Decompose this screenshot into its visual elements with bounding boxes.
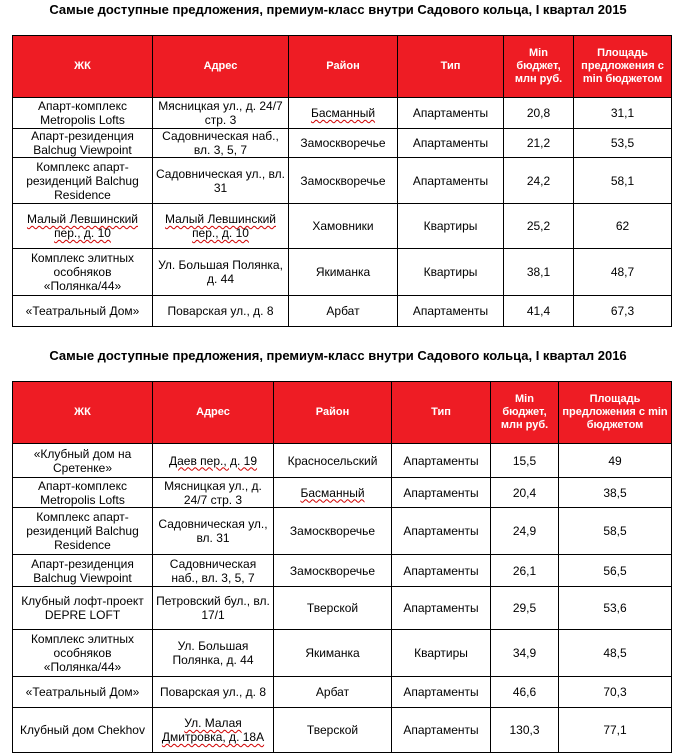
district-cell: Басманный <box>289 98 398 129</box>
min-budget-cell: 26,1 <box>491 555 559 587</box>
complex-cell: Комплекс апарт-резиденций Balchug Residence <box>13 508 153 555</box>
address-cell: Ул. Большая Полянка, д. 44 <box>153 630 274 677</box>
table-row <box>13 587 672 630</box>
complex-cell: Клубный дом Chekhov <box>13 708 153 753</box>
address-cell: Даев пер., д. 19 <box>153 444 274 478</box>
table-row <box>13 478 672 508</box>
address-cell: Поварская ул., д. 8 <box>153 296 289 327</box>
area-cell: 49 <box>559 444 672 478</box>
address-cell: Садовническая наб., вл. 3, 5, 7 <box>153 555 274 587</box>
type-cell: Апартаменты <box>398 158 504 204</box>
table-2016 <box>12 381 672 753</box>
table-row <box>13 158 672 204</box>
district-cell: Арбат <box>274 677 392 708</box>
address-cell: Петровский бул., вл. 17/1 <box>153 587 274 630</box>
type-cell: Апартаменты <box>392 444 491 478</box>
type-cell: Квартиры <box>392 630 491 677</box>
table-row <box>13 677 672 708</box>
complex-cell: «Театральный Дом» <box>13 677 153 708</box>
header-area: Площадь предложения с min бюджетом <box>559 382 672 444</box>
min-budget-cell: 25,2 <box>504 204 574 249</box>
address-cell: Садовническая наб., вл. 3, 5, 7 <box>153 129 289 158</box>
table-row <box>13 204 672 249</box>
area-cell: 48,5 <box>559 630 672 677</box>
min-budget-cell: 20,4 <box>491 478 559 508</box>
table-header-row <box>13 382 672 444</box>
area-cell: 70,3 <box>559 677 672 708</box>
table-row <box>13 98 672 129</box>
address-cell: Ул. Малая Дмитровка, д. 18А <box>153 708 274 753</box>
area-cell: 58,5 <box>559 508 672 555</box>
district-cell: Замоскворечье <box>274 555 392 587</box>
address-cell: Садовническая ул., вл. 31 <box>153 158 289 204</box>
table-row <box>13 508 672 555</box>
district-cell: Замоскворечье <box>274 508 392 555</box>
district-cell: Тверской <box>274 587 392 630</box>
type-cell: Апартаменты <box>392 677 491 708</box>
area-cell: 58,1 <box>574 158 672 204</box>
complex-cell: Комплекс апарт-резиденций Balchug Residence <box>13 158 153 204</box>
type-cell: Апартаменты <box>398 296 504 327</box>
header-min-budget: Min бюджет, млн руб. <box>504 36 574 98</box>
complex-cell: Клубный лофт-проект DEPRE LOFT <box>13 587 153 630</box>
header-address: Адрес <box>153 382 274 444</box>
table-row <box>13 555 672 587</box>
address-cell: Садовническая ул., вл. 31 <box>153 508 274 555</box>
table-row <box>13 708 672 753</box>
area-cell: 53,5 <box>574 129 672 158</box>
type-cell: Апартаменты <box>392 587 491 630</box>
complex-cell: Малый Левшинский пер., д. 10 <box>13 204 153 249</box>
table-row <box>13 630 672 677</box>
address-cell: Мясницкая ул., д. 24/7 стр. 3 <box>153 98 289 129</box>
min-budget-cell: 15,5 <box>491 444 559 478</box>
type-cell: Апартаменты <box>398 98 504 129</box>
address-cell: Малый Левшинский пер., д. 10 <box>153 204 289 249</box>
min-budget-cell: 41,4 <box>504 296 574 327</box>
header-min-budget: Min бюджет, млн руб. <box>491 382 559 444</box>
district-cell: Якиманка <box>289 249 398 296</box>
type-cell: Апартаменты <box>392 508 491 555</box>
min-budget-cell: 24,9 <box>491 508 559 555</box>
header-type: Тип <box>398 36 504 98</box>
table-row <box>13 129 672 158</box>
area-cell: 77,1 <box>559 708 672 753</box>
header-type: Тип <box>392 382 491 444</box>
district-cell: Замоскворечье <box>289 158 398 204</box>
district-cell: Басманный <box>274 478 392 508</box>
table1-title: Самые доступные предложения, премиум-класс внутри Садового кольца, I квартал 2015 <box>49 2 627 17</box>
table-row <box>13 444 672 478</box>
area-cell: 31,1 <box>574 98 672 129</box>
header-complex: ЖК <box>13 382 153 444</box>
district-cell: Замоскворечье <box>289 129 398 158</box>
type-cell: Апартаменты <box>392 708 491 753</box>
header-address: Адрес <box>153 36 289 98</box>
min-budget-cell: 21,2 <box>504 129 574 158</box>
min-budget-cell: 20,8 <box>504 98 574 129</box>
complex-cell: Апарт-резиденция Balchug Viewpoint <box>13 555 153 587</box>
type-cell: Апартаменты <box>398 129 504 158</box>
district-cell: Тверской <box>274 708 392 753</box>
address-cell: Мясницкая ул., д. 24/7 стр. 3 <box>153 478 274 508</box>
header-area: Площадь предложения с min бюджетом <box>574 36 672 98</box>
table-header-row <box>13 36 672 98</box>
complex-cell: Апарт-комплекс Metropolis Lofts <box>13 98 153 129</box>
min-budget-cell: 130,3 <box>491 708 559 753</box>
address-cell: Ул. Большая Полянка, д. 44 <box>153 249 289 296</box>
area-cell: 67,3 <box>574 296 672 327</box>
complex-cell: «Театральный Дом» <box>13 296 153 327</box>
district-cell: Красносельский <box>274 444 392 478</box>
complex-cell: «Клубный дом на Сретенке» <box>13 444 153 478</box>
min-budget-cell: 38,1 <box>504 249 574 296</box>
table-row <box>13 296 672 327</box>
table-row <box>13 249 672 296</box>
type-cell: Апартаменты <box>392 478 491 508</box>
area-cell: 48,7 <box>574 249 672 296</box>
min-budget-cell: 24,2 <box>504 158 574 204</box>
type-cell: Апартаменты <box>392 555 491 587</box>
min-budget-cell: 46,6 <box>491 677 559 708</box>
area-cell: 38,5 <box>559 478 672 508</box>
district-cell: Хамовники <box>289 204 398 249</box>
min-budget-cell: 34,9 <box>491 630 559 677</box>
type-cell: Квартиры <box>398 204 504 249</box>
district-cell: Арбат <box>289 296 398 327</box>
complex-cell: Комплекс элитных особняков «Полянка/44» <box>13 630 153 677</box>
header-complex: ЖК <box>13 36 153 98</box>
complex-cell: Комплекс элитных особняков «Полянка/44» <box>13 249 153 296</box>
district-cell: Якиманка <box>274 630 392 677</box>
area-cell: 56,5 <box>559 555 672 587</box>
area-cell: 62 <box>574 204 672 249</box>
area-cell: 53,6 <box>559 587 672 630</box>
header-district: Район <box>274 382 392 444</box>
table2-title: Самые доступные предложения, премиум-класс внутри Садового кольца, I квартал 2016 <box>49 348 627 363</box>
min-budget-cell: 29,5 <box>491 587 559 630</box>
address-cell: Поварская ул., д. 8 <box>153 677 274 708</box>
header-district: Район <box>289 36 398 98</box>
complex-cell: Апарт-резиденция Balchug Viewpoint <box>13 129 153 158</box>
type-cell: Квартиры <box>398 249 504 296</box>
table-2015 <box>12 35 672 327</box>
complex-cell: Апарт-комплекс Metropolis Lofts <box>13 478 153 508</box>
